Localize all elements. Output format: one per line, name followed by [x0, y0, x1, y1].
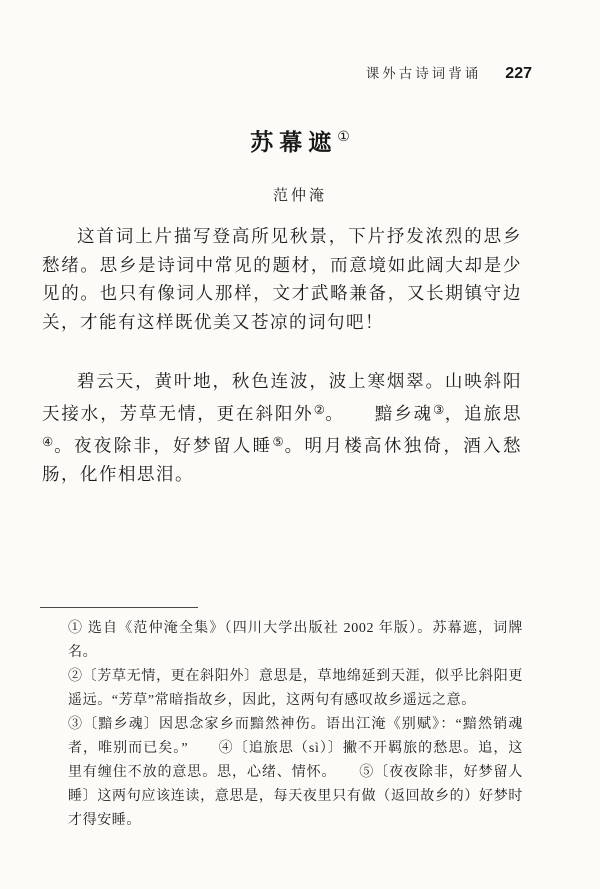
running-head — [366, 62, 532, 83]
running-head-section: 课外古诗词背诵 — [365, 66, 482, 81]
page-number: 227 — [505, 65, 532, 82]
footnote-paragraph: ③〔黯乡魂〕因思念家乡而黯然神伤。语出江淹《别赋》：“黯然销魂者，唯别而已矣。” ④〔追旅思（sì）〕撇不开羁旅的愁思。追，这里有缠住不放的意思。思，心绪、情怀。 ⑤〔夜夜除非，好梦留人睡〕这两句应该连读，意思是，每天夜里只有做（返回故乡的）好梦时才得安睡。 — [68, 717, 523, 828]
footnote-paragraph: ① 选自《范仲淹全集》（四川大学出版社 2002 年版）。苏幕遮，词牌名。 — [68, 621, 523, 660]
footnote-paragraph: ②〔芳草无情，更在斜阳外〕意思是，草地绵延到天涯，似乎比斜阳更遥远。“芳草”常暗指故乡，因此，这两句有感叹故乡遥远之意。 — [68, 669, 523, 708]
poem-title — [0, 124, 600, 157]
poem-title-note-ref: ① — [337, 128, 350, 144]
footnotes — [68, 617, 523, 833]
poem-text: 碧云天，黄叶地，秋色连波，波上寒烟翠。山映斜阳天接水，芳草无情，更在斜阳外②。 黯乡魂③，追旅思④。夜夜除非，好梦留人睡⑤。明月楼高休独倚，酒入愁肠，化作相思泪。 — [42, 371, 522, 485]
poem-title-text: 苏幕遮 — [250, 129, 338, 155]
footnote-separator-rule — [40, 607, 198, 608]
intro-paragraph: 这首词上片描写登高所见秋景，下片抒发浓烈的思乡愁绪。思乡是诗词中常见的题材，而意境如此阔大却是少见的。也只有像词人那样，文才武略兼备，又长期镇守边关，才能有这样既优美又苍凉的词句吧！ — [42, 226, 522, 333]
poem-author: 范仲淹 — [272, 188, 327, 204]
